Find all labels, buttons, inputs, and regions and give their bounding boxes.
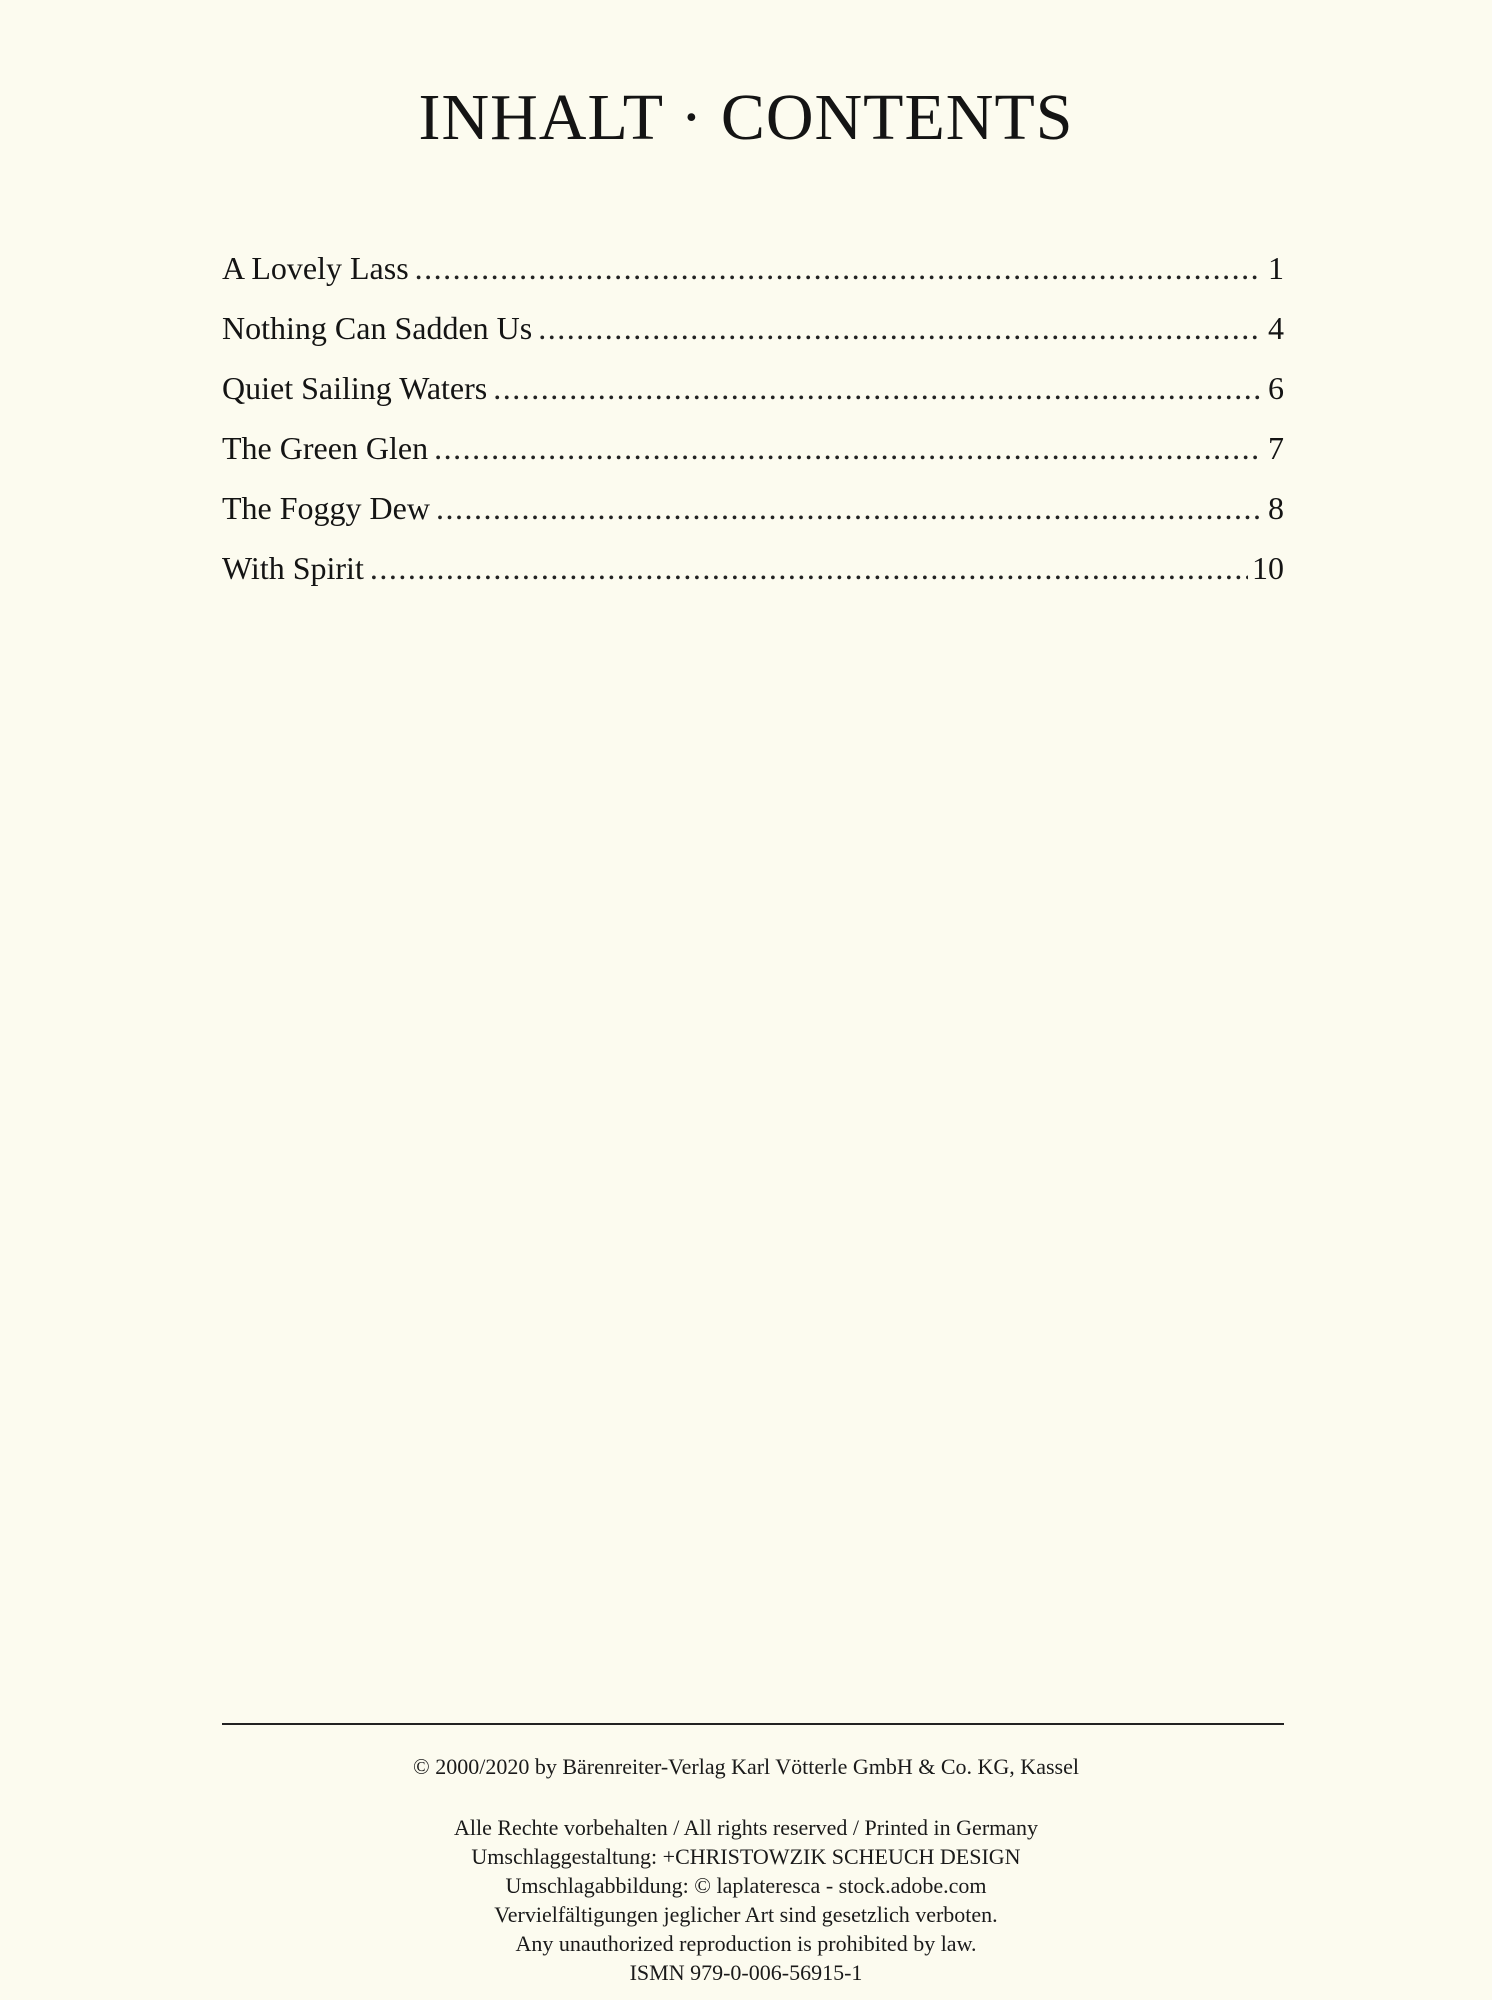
dot-leader [538,298,1260,358]
page-title: INHALT · CONTENTS [418,81,1074,154]
toc-entry-page: 7 [1268,430,1284,466]
cover-design-credit: Umschlaggestaltung: +CHRISTOWZIK SCHEUCH DESIGN [471,1844,1021,1869]
rights-notice: Alle Rechte vorbehalten / All rights reserved / Printed in Germany [453,1815,1039,1840]
toc-entry-page: 10 [1252,550,1284,586]
footer-divider [222,1723,1284,1725]
copyright-notice: © 2000/2020 by Bärenreiter-Verlag Karl Vötterle GmbH & Co. KG, Kassel [413,1754,1079,1779]
toc-entry-page: 1 [1268,250,1284,286]
dot-leader [434,418,1260,478]
toc-entry-page: 4 [1268,310,1284,346]
dot-leader [436,478,1260,538]
toc-entry-title: Quiet Sailing Waters [222,370,488,406]
toc-entry[interactable] [222,478,1284,538]
toc-entry[interactable] [222,298,1284,358]
toc-entry[interactable] [222,538,1284,598]
reproduction-notice-de: Vervielfältigungen jeglicher Art sind gesetzlich verboten. [494,1902,998,1927]
toc-entry-title: With Spirit [222,550,364,586]
toc-entry[interactable] [222,238,1284,298]
toc-entry-page: 8 [1268,490,1284,526]
dot-leader [493,358,1260,418]
footer [0,1752,1492,1987]
toc-entry-title: The Foggy Dew [222,490,430,526]
dot-leader [415,238,1260,298]
ismn-number: ISMN 979-0-006-56915-1 [629,1960,863,1985]
toc-entry-title: A Lovely Lass [222,250,409,286]
toc-entry[interactable] [222,358,1284,418]
dot-leader [370,538,1248,598]
toc-entry-title: The Green Glen [222,430,429,466]
table-of-contents [222,238,1284,598]
reproduction-notice-en: Any unauthorized reproduction is prohibited by law. [515,1931,977,1956]
toc-entry-title: Nothing Can Sadden Us [222,310,533,346]
cover-image-credit: Umschlagabbildung: © laplateresca - stock.adobe.com [505,1873,987,1898]
toc-entry-page: 6 [1268,370,1284,406]
toc-entry[interactable] [222,418,1284,478]
